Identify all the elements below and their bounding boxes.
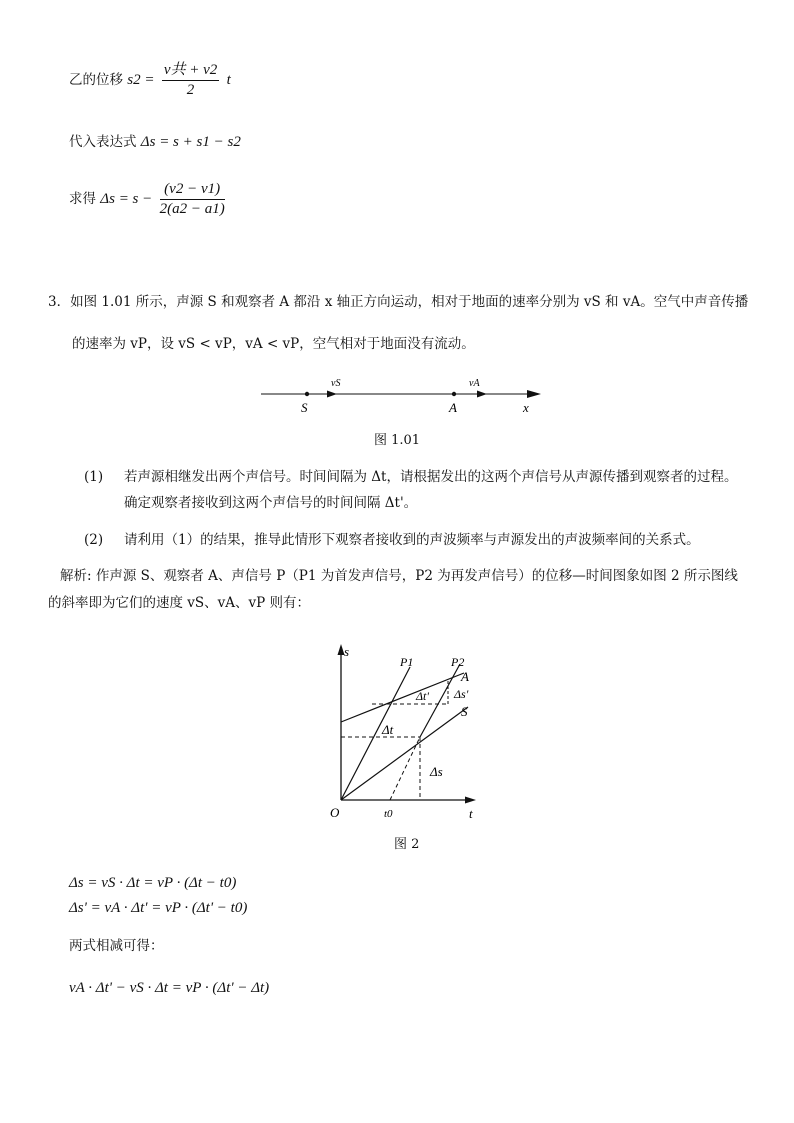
displacement-label: 乙的位移 <box>69 72 123 88</box>
question-1-line-1: 若声源相继发出两个声信号。时间间隔为 Δt，请根据发出的这两个声信号从声源传播到观察者的过程。 <box>124 469 738 485</box>
source-dot <box>305 392 309 396</box>
question-1-number: (1) <box>84 469 104 485</box>
question-2-number: (2) <box>84 532 104 548</box>
question-2-text: 请利用（1）的结果，推导此情形下观察者接收到的声波频率与声源发出的声波频率间的关系式。 <box>124 532 700 548</box>
substitute-expr: Δs = s + s1 − s2 <box>140 134 241 150</box>
problem-text: 的速率为 vP，设 vS < vP，vA < vP，空气相对于地面没有流动。 <box>72 336 475 352</box>
figure-1-01-caption: 图 1.01 <box>374 433 421 448</box>
problem-line-2 <box>72 338 475 352</box>
t0-label: t0 <box>384 808 393 820</box>
s-line <box>341 707 468 800</box>
substitute-label: 代入表达式 <box>69 134 137 150</box>
figure-1-01 <box>255 368 545 423</box>
fraction-denominator: 2 <box>186 82 195 98</box>
figure-2-caption: 图 2 <box>394 837 420 852</box>
displacement-lhs: s2 = <box>127 72 155 88</box>
figure-2 <box>320 640 490 825</box>
result-line <box>69 182 228 217</box>
t-axis-label: t <box>469 806 473 821</box>
p2-label: P2 <box>451 655 465 669</box>
p2-dashed-line <box>390 737 420 800</box>
solution-line-1: 解析: 作声源 S、观察者 A、声信号 P（P1 为首发声信号，P2 为再发声信号）的位移—时间图象如图 2 所示图线 <box>60 568 738 584</box>
problem-number: 3． <box>48 294 71 310</box>
a-line-label: A <box>461 669 469 684</box>
result-lhs: Δs = s − <box>100 191 153 207</box>
equation-3: vA · Δt' − vS · Δt = vP · (Δt' − Δt) <box>69 980 270 996</box>
vs-arrow <box>327 391 337 398</box>
t-axis-arrow <box>465 797 476 804</box>
substitute-line <box>69 135 241 150</box>
a-label: A <box>449 400 457 415</box>
displacement-fraction <box>162 63 219 98</box>
ds-label: Δs <box>430 764 443 779</box>
s-label: S <box>301 400 308 415</box>
dt-label: Δt <box>382 722 394 737</box>
question-1-line-2: 确定观察者接收到这两个声信号的时间间隔 Δt'。 <box>124 495 418 511</box>
x-axis-arrow <box>527 390 541 398</box>
s-axis-label: s <box>344 644 350 659</box>
dsp-label: Δs' <box>454 687 469 701</box>
problem-text: 如图 1.01 所示，声源 S 和观察者 A 都沿 x 轴正方向运动，相对于地面的速率分别为 vS 和 vA。空气中声音传播 <box>70 294 749 310</box>
displacement-line <box>69 63 231 98</box>
equation-1: Δs = vS · Δt = vP · (Δt − t0) <box>69 875 237 891</box>
result-label: 求得 <box>69 191 96 207</box>
fraction-numerator: v共 + v2 <box>162 63 219 81</box>
fraction-denominator: 2(a2 − a1) <box>159 201 225 217</box>
fraction-numerator: (v2 − v1) <box>160 182 225 200</box>
origin-label: O <box>330 805 340 820</box>
va-arrow <box>477 391 487 398</box>
dtp-label: Δt' <box>416 689 429 703</box>
x-label: x <box>523 400 529 415</box>
equation-2: Δs' = vA · Δt' = vP · (Δt' − t0) <box>69 900 248 916</box>
problem-line-1 <box>48 296 748 310</box>
solution-line-2: 的斜率即为它们的速度 vS、vA、vP 则有： <box>48 595 311 611</box>
subtract-label: 两式相减可得： <box>69 938 164 954</box>
displacement-suffix: t <box>226 72 231 88</box>
s-line-label: S <box>461 704 468 719</box>
va-label: vA <box>469 378 480 389</box>
result-fraction <box>160 182 225 217</box>
p1-label: P1 <box>400 655 414 669</box>
vs-label: vS <box>331 378 341 389</box>
observer-dot <box>452 392 456 396</box>
